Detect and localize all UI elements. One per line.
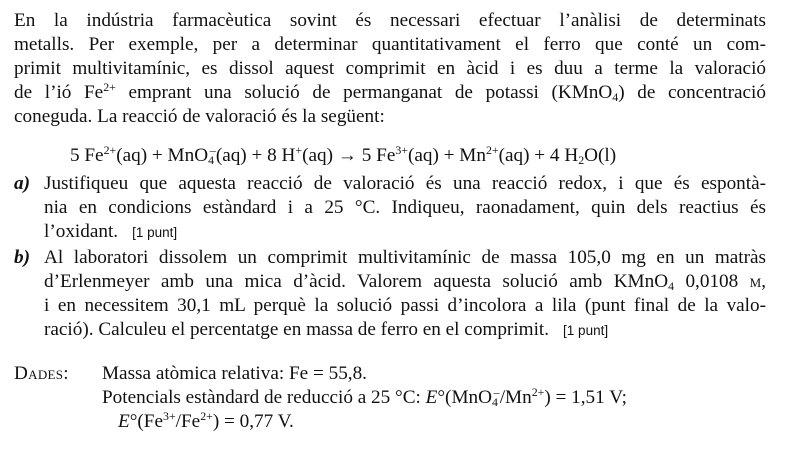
intro-line	[14, 105, 766, 129]
equation-term: (aq) → 5 Fe	[302, 145, 396, 166]
question-line	[44, 294, 766, 318]
question-line-text: ració). Calculeu el percentatge en massa de ferro en el comprimit.	[44, 319, 550, 340]
question-text: 0,0108	[674, 271, 750, 292]
titration-equation	[70, 144, 616, 168]
charge-superscript: –	[209, 143, 216, 158]
data-text: /Mn	[499, 387, 532, 408]
data-text: °(MnO	[437, 387, 492, 408]
intro-text: emprant una solució de permanganat de potassi (KMnO	[115, 82, 613, 103]
formula-subscript: 4	[668, 279, 675, 294]
question-b	[14, 246, 766, 342]
charge-superscript: 2+	[200, 409, 213, 424]
question-body	[44, 172, 766, 244]
question-line	[44, 318, 766, 342]
equation-term: (aq) + 8 H	[215, 145, 296, 166]
formula-subscript: 2	[578, 153, 585, 168]
data-text: Potencials estàndard de reducció a 25 °C:	[102, 387, 426, 408]
intro-line	[14, 9, 766, 33]
question-line-text: i en necessitem 30,1 mL perquè la solució passi d’incolora a lila (punt final de la valo-	[44, 295, 766, 316]
question-line-text: nia en condicions estàndard i a 25 °C. Indiqueu, raonadament, quin dels reactius és	[44, 197, 766, 218]
question-line	[44, 196, 766, 220]
molar-unit: m	[749, 271, 762, 292]
equation-term: (aq) + MnO	[116, 145, 209, 166]
intro-text: de l’ió Fe	[14, 82, 104, 103]
equation-term: (aq) + 4 H	[498, 145, 579, 166]
formula-subscript: 4	[612, 90, 619, 105]
data-row: Massa atòmica relativa: Fe = 55,8.	[102, 363, 367, 384]
data-text: °(Fe	[129, 411, 163, 432]
question-body	[44, 246, 766, 342]
equation-term: (aq) + Mn	[408, 145, 486, 166]
equation-term: O(l)	[584, 145, 617, 166]
question-line-text: Al laboratori dissolem un comprimit multivitamínic de massa 105,0 mg en un matràs	[44, 247, 766, 268]
points-badge: [1 punt]	[132, 225, 178, 240]
charge-superscript: 2+	[531, 385, 545, 400]
question-line	[44, 246, 766, 270]
intro-text: ) de concentració	[618, 82, 766, 103]
charge-superscript: 2+	[103, 143, 117, 158]
intro-line	[14, 81, 766, 105]
question-label: b)	[14, 247, 30, 268]
intro-line	[14, 57, 766, 81]
intro-line-text: coneguda. La reacció de valoració és la següent:	[14, 106, 385, 127]
charge-superscript: 3+	[395, 143, 408, 158]
intro-paragraph	[14, 9, 766, 129]
equation-term: 5 Fe	[70, 145, 104, 166]
charge-superscript: 3+	[163, 409, 176, 424]
data-text: ) = 0,77 V.	[212, 411, 294, 432]
formula-subscript: 4	[208, 153, 215, 168]
question-text: ,	[761, 271, 767, 292]
data-text: ) = 1,51 V;	[544, 387, 627, 408]
data-row	[118, 410, 294, 434]
charge-superscript: 2+	[103, 80, 116, 95]
question-line	[44, 220, 766, 244]
intro-line	[14, 33, 766, 57]
question-line	[44, 172, 766, 196]
question-text: d’Erlenmeyer amb una mica d’àcid. Valorem aquesta solució amb KMnO	[44, 271, 669, 292]
question-a	[14, 172, 766, 244]
question-label: a)	[14, 173, 30, 194]
data-text: /Fe	[175, 411, 201, 432]
intro-line-text: metalls. Per exemple, per a determinar quantitativament el ferro que conté un com-	[14, 34, 766, 55]
intro-line-text: primit multivitamínic, es dissol aquest comprimit en àcid i es duu a terme la valoració	[14, 58, 766, 79]
charge-superscript: +	[295, 143, 303, 158]
data-heading: Dades:	[14, 363, 69, 384]
formula-subscript: 4	[491, 395, 498, 410]
charge-superscript: 2+	[485, 143, 499, 158]
potential-symbol: E	[118, 411, 130, 432]
question-line-text: Justifiqueu que aquesta reacció de valoració és una reacció redox, i que és espontà-	[44, 173, 766, 194]
charge-superscript: –	[493, 385, 500, 400]
intro-line-text: En la indústria farmacèutica sovint és necessari efectuar l’anàlisi de determinats	[14, 10, 766, 31]
question-line	[44, 270, 766, 294]
data-row	[102, 386, 627, 410]
points-badge: [1 punt]	[563, 323, 609, 338]
potential-symbol: E	[425, 387, 438, 408]
question-line-text: l’oxidant.	[44, 221, 119, 242]
